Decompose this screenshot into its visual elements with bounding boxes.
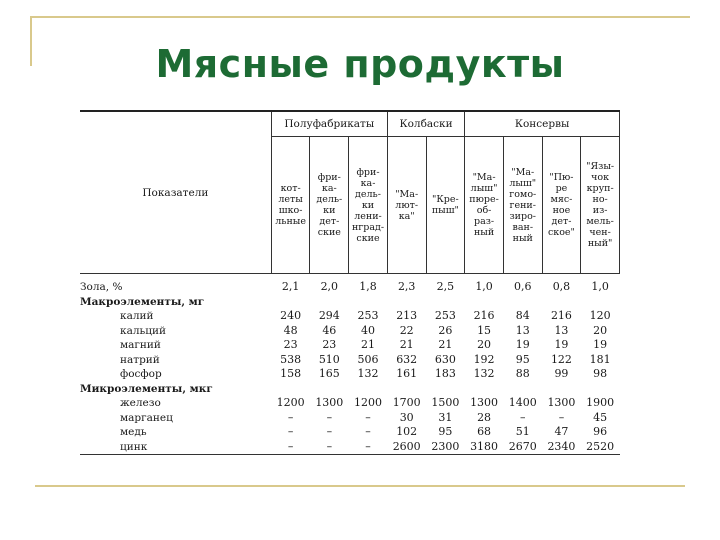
- table-cell: [271, 295, 310, 310]
- table-cell: [426, 295, 465, 310]
- table-cell: 183: [434, 367, 456, 381]
- table-cell: 21: [399, 338, 414, 352]
- table-cell: 538: [280, 352, 302, 366]
- table-cell: –: [326, 410, 333, 424]
- group-header: Полуфабрикаты: [271, 112, 387, 137]
- row-label: марганец: [120, 411, 173, 424]
- slide-title: Мясные продукты: [155, 42, 565, 86]
- row-label: калий: [120, 310, 154, 323]
- table-cell: 3180: [470, 439, 499, 453]
- table-cell: –: [287, 425, 294, 439]
- table-cell: 1,8: [359, 280, 377, 294]
- table-cell: [465, 295, 504, 310]
- table-cell: 68: [477, 425, 492, 439]
- column-header: кот- леты шко- льные: [271, 137, 310, 274]
- table-cell: [503, 382, 542, 397]
- table-cell: 216: [473, 309, 495, 323]
- table-cell: 1300: [315, 396, 344, 410]
- table-cell: –: [287, 439, 294, 453]
- table-cell: 21: [438, 338, 453, 352]
- table-cell: 165: [318, 367, 340, 381]
- table-cell: 1300: [470, 396, 499, 410]
- table-cell: 51: [515, 425, 530, 439]
- table-cell: 22: [399, 323, 414, 337]
- table-cell: [310, 382, 349, 397]
- table-cell: [465, 382, 504, 397]
- table-cell: 84: [515, 309, 530, 323]
- column-header: "Кре- пыш": [426, 137, 465, 274]
- table-cell: 240: [280, 309, 302, 323]
- table-cell: 158: [280, 367, 302, 381]
- table-cell: [581, 382, 620, 397]
- row-label: медь: [120, 426, 147, 439]
- table-cell: [542, 295, 581, 310]
- nutrition-table-container: [80, 110, 620, 455]
- column-header: "Ма- лют- ка": [387, 137, 426, 274]
- table-cell: 48: [283, 323, 298, 337]
- table-cell: [349, 382, 388, 397]
- table-cell: –: [520, 410, 526, 424]
- table-cell: 23: [283, 338, 298, 352]
- table-cell: 2,3: [397, 280, 416, 294]
- table-row: [80, 382, 620, 397]
- table-cell: 28: [477, 410, 492, 424]
- table-cell: 192: [473, 352, 495, 366]
- table-cell: 99: [554, 367, 569, 381]
- table-cell: 19: [593, 338, 608, 352]
- column-header: фри- ка- дель- ки лени- нград- ские: [349, 137, 388, 274]
- table-cell: 46: [322, 323, 337, 337]
- nutrition-table: [80, 110, 620, 455]
- table-cell: 132: [357, 367, 379, 381]
- table-cell: 2600: [392, 439, 421, 453]
- table-cell: 2,5: [436, 280, 455, 294]
- table-cell: 31: [438, 410, 453, 424]
- table-cell: 19: [554, 338, 569, 352]
- table-row: [80, 396, 620, 411]
- table-row: [80, 425, 620, 440]
- table-cell: 1200: [354, 396, 382, 410]
- table-cell: 23: [322, 338, 337, 352]
- table-cell: 2300: [431, 439, 460, 453]
- table-cell: 510: [318, 352, 340, 366]
- table-cell: 1300: [547, 396, 576, 410]
- table-cell: 630: [434, 352, 456, 366]
- table-cell: 26: [438, 323, 453, 337]
- column-header: "Пю- ре мяс- ное дет- ское": [542, 137, 581, 274]
- row-label: магний: [120, 339, 161, 352]
- table-cell: –: [287, 410, 294, 424]
- table-cell: 1900: [586, 396, 615, 410]
- table-cell: 1700: [392, 396, 421, 410]
- group-header-row: [80, 112, 620, 137]
- table-cell: 213: [396, 309, 418, 323]
- table-cell: [387, 382, 426, 397]
- table-cell: –: [558, 410, 565, 424]
- group-header: Консервы: [465, 112, 620, 137]
- table-cell: 2,0: [320, 280, 339, 294]
- table-cell: 13: [554, 323, 569, 337]
- table-cell: 47: [554, 425, 569, 439]
- column-header: фри- ка- дель- ки дет- ские: [310, 137, 349, 274]
- table-cell: 1,0: [475, 280, 493, 294]
- table-cell: 122: [550, 352, 572, 366]
- table-row: [80, 338, 620, 353]
- table-cell: [542, 382, 581, 397]
- table-cell: 1400: [508, 396, 537, 410]
- table-cell: 95: [515, 352, 530, 366]
- table-cell: [503, 295, 542, 310]
- table-bottom-rule: [80, 455, 620, 456]
- table-cell: 20: [477, 338, 492, 352]
- table-cell: –: [326, 439, 333, 453]
- table-cell: –: [365, 425, 371, 439]
- table-cell: 253: [434, 309, 456, 323]
- table-cell: –: [365, 439, 371, 453]
- table-cell: 0,8: [552, 280, 571, 294]
- table-cell: 21: [361, 338, 375, 352]
- table-cell: 98: [593, 367, 608, 381]
- table-cell: 96: [593, 425, 608, 439]
- table-cell: 2,1: [281, 280, 300, 294]
- table-cell: –: [365, 410, 371, 424]
- table-cell: 95: [438, 425, 453, 439]
- table-cell: 506: [357, 352, 379, 366]
- table-cell: 120: [589, 309, 611, 323]
- table-row: [80, 353, 620, 368]
- table-cell: 1,0: [591, 280, 609, 294]
- table-cell: 88: [515, 367, 530, 381]
- table-cell: 161: [396, 367, 418, 381]
- table-cell: [426, 382, 465, 397]
- table-cell: 2340: [547, 439, 576, 453]
- table-row: [80, 411, 620, 426]
- table-cell: 181: [589, 352, 611, 366]
- table-cell: 132: [473, 367, 495, 381]
- table-cell: 102: [396, 425, 418, 439]
- rule-cell: [80, 455, 620, 456]
- table-cell: –: [326, 425, 333, 439]
- table-cell: 0,6: [514, 280, 532, 294]
- column-header: "Ма- лыш" пюре- об- раз- ный: [465, 137, 504, 274]
- table-cell: 1200: [276, 396, 305, 410]
- table-cell: 216: [550, 309, 572, 323]
- decor-bottom-line: [35, 485, 685, 487]
- table-cell: 1500: [431, 396, 460, 410]
- table-cell: [271, 382, 310, 397]
- row-label: Зола, %: [80, 281, 123, 294]
- table-row: [80, 295, 620, 310]
- table-cell: [310, 295, 349, 310]
- row-label: кальций: [120, 324, 166, 337]
- table-cell: [387, 295, 426, 310]
- row-header-label: Показатели: [80, 112, 271, 274]
- table-cell: 294: [318, 309, 340, 323]
- table-cell: 45: [593, 410, 608, 424]
- table-row: [80, 367, 620, 382]
- row-label: натрий: [120, 353, 160, 366]
- row-label: Микроэлементы, мкг: [80, 382, 213, 395]
- table-cell: 2520: [586, 439, 615, 453]
- table-cell: [349, 295, 388, 310]
- table-row: [80, 309, 620, 324]
- row-label: фосфор: [120, 368, 162, 381]
- group-header: Колбаски: [387, 112, 464, 137]
- column-header: "Ма- лыш" гомо- гени- зиро- ван- ный: [503, 137, 542, 274]
- table-cell: 2670: [508, 439, 537, 453]
- table-cell: 632: [396, 352, 418, 366]
- table-cell: 19: [515, 338, 530, 352]
- table-cell: 253: [357, 309, 379, 323]
- column-header: "Язы- чок круп- но- из- мель- чен- ный": [581, 137, 620, 274]
- row-label: цинк: [120, 440, 148, 453]
- table-row: [80, 440, 620, 455]
- table-cell: 20: [593, 323, 608, 337]
- row-label: Макроэлементы, мг: [80, 295, 205, 308]
- table-cell: 13: [515, 323, 530, 337]
- table-row: [80, 324, 620, 339]
- decor-top-line: [30, 16, 690, 18]
- row-label: железо: [120, 397, 161, 410]
- table-row: [80, 274, 620, 295]
- table-cell: 15: [477, 323, 492, 337]
- table-cell: 40: [361, 323, 375, 337]
- table-cell: 30: [399, 410, 414, 424]
- table-cell: [581, 295, 620, 310]
